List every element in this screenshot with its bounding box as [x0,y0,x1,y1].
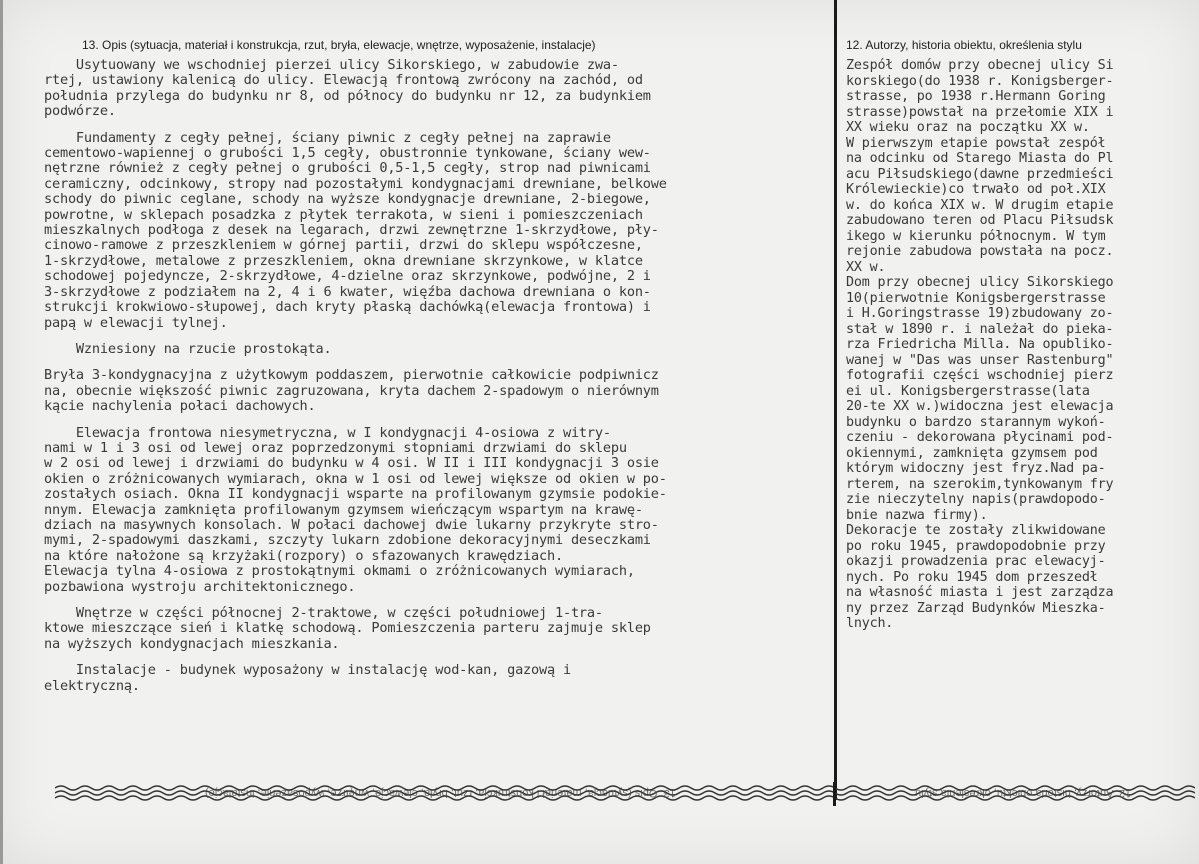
paragraph-massing: Bryła 3-kondygnacyjna z użytkowym poddaszem, pierwotnie całkowicie podpiwnicz na, obecnie większość piwnic zagruzowana, kryta dachem 2-spadowym o nierównym kącie nachylenia połaci dachowych. [44,367,659,415]
paragraph-installations: Instalacje - budynek wyposażony w instalację wod-kan, gazową i elektryczną. [44,662,571,694]
description-heading: 13. Opis (sytuacja, materiał i konstrukcja, rzut, bryła, elewacje, wnętrze, wyposażenie, instalacje) [82,38,596,52]
description-column [44,38,832,705]
history-column [846,38,1198,632]
history-heading: 12. Autorzy, historia obiektu, określenia stylu [846,38,1082,52]
paragraph-interior: Wnętrze w części północnej 2-traktowe, w części południowej 1-tra- ktowe mieszczące sień i klatkę schodową. Pomieszczenia parteru zajmuje sklep na wyższych kondygnacjach mieszkania. [44,605,651,652]
paragraph-plan: Wzniesiony na rzucie prostokąta. [44,340,332,357]
column-divider [834,0,837,800]
footer-band [55,782,1195,806]
paragraph-materials: Fundamenty z cegły pełnej, ściany piwnic z cegły pełnej na zaprawie cementowo-wapiennej o grubości 1,5 cegły, obustronnie tynkowane, ściany wew- nętrzne również z cegły pełnej o grubości 0,5-1,5 cegły, strop nad piwnicami ceramiczny, odcinkowy, stropy nad pozostałymi kondygnacjami drewniane, belkowe schody do piwnic ceglane, schody na wyższe kondygnacje drewniane, 2-biegowe, powrotne, w sklepach posadzka z płytek terrakota, w sieni i pomieszczeniach mieszkalnych podłoga z desek na legarach, drzwi zewnętrzne 1-skrzydłowe, pły- cinowo-ramowe z przeszkleniem w górnej partii, drzwi do sklepu współczesne, 1-skrzydłowe, metalowe z przeszkleniem, okna drewniane skrzynkowe, w klatce schodowej pojedyncze, 2-skrzydłowe, 4-dzielne oraz skrzynkowe, podwójne, 2 i 3-skrzydłowe z podziałem na 2, 4 i 6 kwater, więźba dachowa drewniana o kon- strukcji krokwiowo-słupowej, dach kryty płaską dachówką(elewacja frontowa) i papą w elewacji tylnej. [44,129,667,331]
footer-mirrored-heading-right: 12. Autorzy, historia obiektu, określenia stylu [915,787,1132,799]
history-text: Zespół domów przy obecnej ulicy Si korskiego(do 1938 r. Konigsberger- strasse, po 1938 r.Hermann Goring strasse)powstał na przełomie XIX i XX wieku oraz na początku XX w. W pierwszym etapie powstał zespół na odcinku od Starego Miasta do Pl acu Piłsudskiego(dawne przedmieści Królewieckie)co trwało od poł.XIX w. do końca XIX w. W drugim etapie zabudowano teren od Placu Piłsudsk ikego w kierunku północnym. W tym rejonie zabudowa powstała na pocz. XX w. Dom przy obecnej ulicy Sikorskiego 10(pierwotnie Konigsbergerstrasse i H.Goringstrasse 19)zbudowany zo- stał w 1890 r. i należał do pieka- rza Friedricha Milla. Na opubliko- wanej w "Das was unser Rastenburg" fotografii części wschodniej pierz ei ul. Konigsbergerstrasse(lata 20-te XX w.)widoczna jest elewacja budynku o bardzo starannym wykoń- czeniu - dekorowana płycinami pod- okiennymi, zamknięta gzymsem pod którym widoczny jest fryz.Nad pa- rterem, na szerokim,tynkowanym fry zie nieczytelny napis(prawdopodo- bnie nazwa firmy). Dekoracje te zostały zlikwidowane po roku 1945, prawdopodobnie przy okazji prowadzenia prac elewacyj- nych. Po roku 1945 dom przeszedł na własność miasta i jest zarządza ny przez Zarząd Budynków Mieszka- lnych. [846,58,1114,631]
paragraph-location: Usytuowany we wschodniej pierzei ulicy Sikorskiego, w zabudowie zwa- rtej, ustawiony kalenicą do ulicy. Elewacją frontową zwrócony na zachód, od południa przylega do budynku nr 8, od północy do budynku nr 12, za budynkiem podwórze. [44,57,651,120]
paragraph-elevations: Elewacja frontowa niesymetryczna, w I kondygnacji 4-osiowa z witry- nami w 1 i 3 osi od lewej oraz poprzedzonymi stopniami drzwiami do sklepu w 2 osi od lewej i drzwiami do budynku w 4 osi. W II i III kondygnacji 3 osie okien o zróżnicowanych wymiarach, okna w 1 osi od lewej większe od okien w po- zostałych osiach. Okna II kondygnacji wsparte na profilowanym gzymsie podokie- nnym. Elewacja zamknięta profilowanym gzymsem wieńczącym wspartym na krawę- dziach na masywnych konsolach. W połaci dachowej dwie lukarny przykryte stro- mymi, 2-spadowymi daszkami, szczyty lukarn zdobione dekoracyjnymi deseczkami na które nałożone są krzyżaki(rozpory) o sfazowanych krawędziach. Elewacja tylna 4-osiowa z prostokątnymi okmami o zróżnicowanych wymiarach, pozbawiona wystroju architektonicznego. [44,424,667,595]
footer-mirrored-heading-left: 13. Opis (sytuacja, materiał i konstrukcja, rzut, bryła, elewacje, wnętrze, wyposażenie, instalacje) [205,787,676,799]
sheet-edge [0,0,3,864]
